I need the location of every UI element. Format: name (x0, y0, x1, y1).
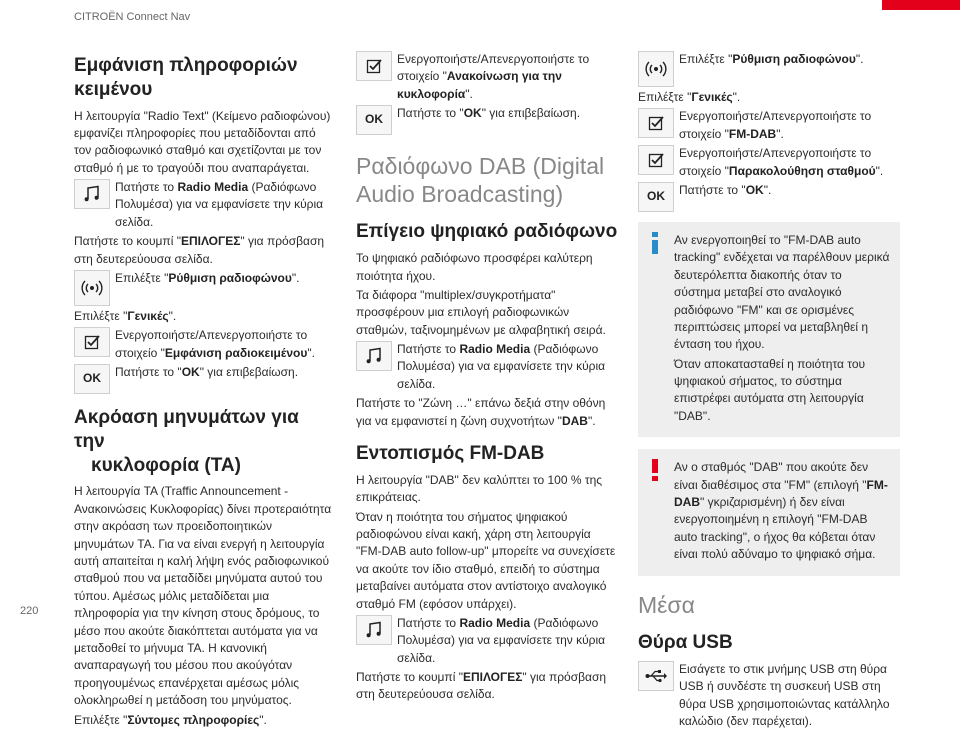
text: ". (776, 126, 784, 141)
text: Επιλέξτε " (74, 309, 128, 324)
info-text: Αν ενεργοποιηθεί το "FM-DAB auto tracking" ενδέχεται να παρέλθουν μερικά δευτερόλεπτα διακοπής όταν το σύστημα μεταβεί στο αναλογικό ραδιόφωνο "FM" και σε ορισμένες περιπτώσεις μπορεί να μεταβληθεί η ένταση του ήχου. (674, 232, 890, 352)
radio-settings-icon (74, 270, 110, 306)
text: Πατήστε το " (679, 182, 746, 197)
info-icon (648, 232, 662, 259)
step-usb (638, 661, 900, 731)
paragraph (74, 308, 332, 325)
page-number: 220 (20, 605, 39, 617)
text: Πατήστε το κουμπί " (356, 670, 463, 685)
text: Ενεργοποιήστε/Απενεργοποιήστε το στοιχείο " (679, 146, 872, 178)
text: " γκριζαρισμένη) ή δεν είναι ενεργοποιημένη η επιλογή "FM-DAB auto tracking", ο ήχος θα κόβεται όταν είναι πολύ αδύναμο το ψηφιακό σήμα. (674, 495, 876, 562)
text: Ενεργοποιήστε/Απενεργοποιήστε το στοιχείο " (397, 52, 590, 84)
step-toggle (356, 51, 618, 103)
text: (Ραδιόφωνο Πολυμέσα) για να εμφανίσετε την κύρια σελίδα. (397, 615, 606, 665)
text: ". (587, 413, 596, 428)
text: κυκλοφορία (TA) (91, 454, 241, 476)
paragraph (74, 233, 332, 268)
brand-header: CITROËN Connect Nav (74, 11, 191, 23)
bold-text: Γενικές (691, 90, 733, 104)
text: Πατήστε το " (397, 106, 464, 121)
section-title-traffic (74, 406, 332, 477)
bold-text: ΕΠΙΛΟΓΕΣ (180, 234, 241, 249)
paragraph (638, 89, 900, 106)
ok-button-icon: OK (74, 364, 110, 394)
step-radio-settings (638, 51, 900, 87)
bold-text: Ρύθμιση ραδιοφώνου (168, 271, 292, 286)
text: ". (307, 345, 315, 360)
step-radio-media (356, 341, 618, 393)
paragraph (356, 669, 618, 704)
bold-text: Radio Media (459, 615, 531, 630)
ok-button-icon: OK (638, 182, 674, 212)
section-title-text-info: Εμφάνιση πληροφοριών κειμένου (74, 55, 298, 100)
chapter-title-dab: Ραδιόφωνο DAB (Digital Audio Broadcasting) (356, 153, 605, 207)
text: ". (875, 163, 884, 178)
bold-text: FM-DAB (674, 477, 888, 510)
text: Πατήστε το " (115, 365, 182, 380)
paragraph: Η λειτουργία TA (Traffic Announcement - Ανακοινώσεις Κυκλοφορίας) δίνει προτεραιότητα στην ακρόαση των προειδοποιητικών μηνυμάτων TA. Για να είναι ενεργή η λειτουργία αυτή απαιτείται η καλή λήψη ενός ραδιοφωνικού σταθμού που να μεταδίδει μηνύματα αυτού του τύπου. Αμέσως μόλις μεταδίδεται μια πληροφορία για την κίνηση στους δρόμους, το μέσο που ακούτε διακόπτεται αυτόματα για να μεταδοθεί το μήνυμα TA. Η κανονική αναπαραγωγή του μέσου που ακούγόταν προηγουμένως επανέρχεται αμέσως μόλις ολοκληρωθεί η μετάδοση του μηνύματος. (74, 484, 332, 708)
text: ". (291, 271, 300, 286)
bold-text: OK (745, 182, 764, 197)
text: Επιλέξτε " (74, 712, 128, 727)
paragraph (356, 395, 618, 430)
music-note-icon (356, 341, 392, 371)
text: Επιλέξτε " (638, 90, 692, 104)
bold-text: Γενικές (127, 309, 169, 324)
text: ". (763, 182, 772, 197)
text: ". (465, 86, 473, 101)
info-note (638, 222, 900, 437)
text: Εισάγετε το στικ μνήμης USB στη θύρα USB ή συνδέστε τη συσκευή USB στη θύρα USB χρησιμοποιώντας κατάλληλο καλώδιο (δεν παρέχεται). (679, 661, 890, 729)
music-note-icon (74, 179, 110, 209)
text: Αν ο σταθμός "DAB" που ακούτε δεν είναι διαθέσιμος στα "FM" (επιλογή " (674, 460, 869, 492)
text: ". (855, 52, 864, 66)
text: Πατήστε το (397, 615, 460, 630)
text: " για επιβεβαίωση. (481, 106, 581, 121)
info-text: Όταν αποκατασταθεί η ποιότητα του ψηφιακού σήματος, το σύστημα επιστρέφει αυτόματα στη λειτουργία "DAB". (674, 356, 866, 423)
bold-text: Radio Media (459, 342, 531, 357)
bold-text: DAB (561, 413, 588, 428)
text: Ενεργοποιήστε/Απενεργοποιήστε το στοιχείο " (115, 328, 308, 360)
checkbox-icon (638, 145, 674, 175)
paragraph: Τα διάφορα "multiplex/συγκροτήματα" προσφέρουν μια επιλογή ραδιοφωνικών σταθμών, ταξινομημένων με αλφαβητική σειρά. (356, 287, 606, 337)
text: (Ραδιόφωνο Πολυμέσα) για να εμφανίσετε την κύρια σελίδα. (397, 342, 606, 391)
step-radio-media (356, 615, 618, 667)
text: ". (259, 712, 267, 727)
checkbox-icon (356, 51, 392, 81)
bold-text: OK (463, 106, 482, 121)
text: Ενεργοποιήστε/Απενεργοποιήστε το στοιχείο " (679, 109, 872, 141)
text: Πατήστε το "Ζώνη …" επάνω δεξιά στην οθόνη για να εμφανιστεί η ζώνη συχνοτήτων " (356, 396, 606, 428)
section-title-usb: Θύρα USB (638, 632, 733, 654)
radio-settings-icon (638, 51, 674, 87)
paragraph: Όταν η ποιότητα του σήματος ψηφιακού ραδιοφώνου είναι κακή, χάρη στη λειτουργία "FM-DAB auto follow-up" μπορείτε να συνεχίσετε να ακούτε τον ίδιο σταθμό, επειδή το σύστημα μεταβαίνει αυτόματα στον αντίστοιχο αναλογικό σταθμό FM (εφόσον υπάρχει). (356, 509, 616, 611)
step-ok (638, 182, 900, 212)
warning-icon (648, 459, 662, 486)
text: ". (732, 90, 741, 104)
bold-text: Ρύθμιση ραδιοφώνου (732, 52, 856, 66)
bold-text: Σύντομες πληροφορίες (127, 712, 260, 727)
paragraph: Η λειτουργία "Radio Text" (Κείμενο ραδιοφώνου) εμφανίζει πληροφορίες που μεταδίδονται από τον ραδιοφωνικό σταθμό και σχετίζονται με τον σταθμό ή με το τραγούδι που αναπαράγεται. (74, 108, 331, 175)
text: " για επιβεβαίωση. (199, 365, 299, 380)
text: " για πρόσβαση στη δευτερεύουσα σελίδα. (74, 234, 325, 266)
text: " για πρόσβαση στη δευτερεύουσα σελίδα. (356, 670, 607, 702)
text: Πατήστε το κουμπί " (74, 234, 181, 249)
paragraph (74, 712, 332, 729)
checkbox-icon (638, 108, 674, 138)
column-2 (356, 50, 618, 706)
checkbox-icon (74, 327, 110, 357)
section-title-fm-dab: Εντοπισμός FM-DAB (356, 443, 545, 465)
paragraph: Το ψηφιακό ραδιόφωνο προσφέρει καλύτερη ποιότητα ήχου. (356, 251, 593, 283)
chapter-title-media: Μέσα (638, 591, 695, 618)
bold-text: OK (181, 365, 200, 380)
text: Πατήστε το (115, 180, 178, 195)
bold-text: ΕΠΙΛΟΓΕΣ (462, 670, 523, 685)
step-radio-settings (74, 270, 332, 306)
step-ok (356, 105, 618, 135)
text: Επιλέξτε " (679, 52, 733, 66)
column-3 (638, 50, 900, 733)
paragraph: Η λειτουργία "DAB" δεν καλύπτει το 100 % της επικράτειας. (356, 472, 603, 505)
text: (Ραδιόφωνο Πολυμέσα) για να εμφανίσετε την κύρια σελίδα. (115, 180, 324, 229)
step-radio-media (74, 179, 332, 231)
text: Ακρόαση μηνυμάτων για την (74, 407, 299, 452)
text: Πατήστε το (397, 342, 460, 357)
bold-text: FM-DAB (728, 126, 777, 141)
step-toggle (638, 145, 900, 180)
bold-text: Radio Media (177, 180, 249, 195)
text: ". (168, 309, 177, 324)
warning-note (638, 449, 900, 575)
step-toggle (74, 327, 332, 362)
ok-button-icon: OK (356, 105, 392, 135)
bold-text: Ανακοίνωση για την κυκλοφορία (397, 69, 562, 101)
music-note-icon (356, 615, 392, 645)
step-toggle (638, 108, 900, 143)
step-ok (74, 364, 332, 394)
accent-bar (882, 0, 960, 10)
warning-text (674, 459, 890, 563)
usb-icon (638, 661, 674, 691)
text: Επιλέξτε " (115, 271, 169, 286)
section-title-digital-radio: Επίγειο ψηφιακό ραδιόφωνο (356, 221, 618, 243)
bold-text: Παρακολούθηση σταθμού (728, 163, 876, 178)
column-1 (74, 50, 332, 731)
bold-text: Εμφάνιση ραδιοκειμένου (164, 345, 308, 360)
